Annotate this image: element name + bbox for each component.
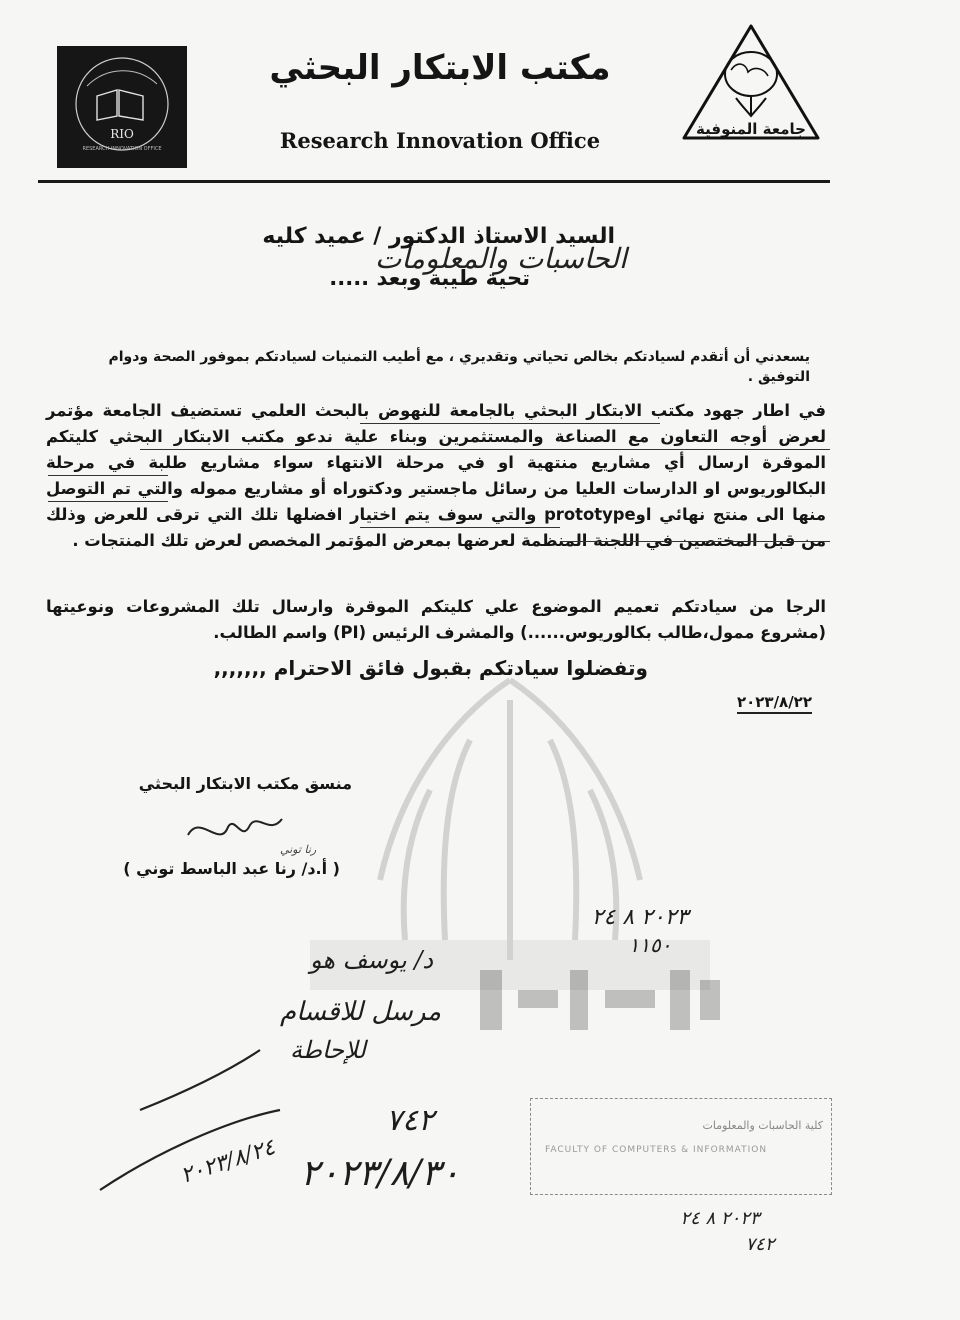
handwritten-initials-date: ٢٠٢٣/٨/٢٤ (177, 1134, 279, 1189)
stamp-faculty-english: FACULTY OF COMPUTERS & INFORMATION (545, 1145, 768, 1155)
closing-line: وتفضلوا سيادتكم بقبول فائق الاحترام ,,,,,,, (213, 656, 648, 680)
svg-text:رنا توني: رنا توني (280, 843, 317, 856)
seal-text: جامعة المنوفية (696, 120, 806, 138)
handwritten-note-line: د/ يوسف هو (310, 946, 434, 974)
handwritten-date: ٢٠٢٣ ٨ ٢٤ (591, 905, 689, 930)
greeting: تحية طيبة وبعد ..... (329, 266, 530, 290)
pen-underline (140, 449, 830, 450)
svg-text:٧٤٢: ٧٤٢ (745, 1234, 775, 1255)
pen-underline (560, 541, 830, 542)
handwritten-reg-number: ٧٤٢ (385, 1103, 435, 1138)
handwritten-note-line: مرسل للاقسام (280, 997, 442, 1027)
letter-date: ٢٠٢٣/٨/٢٢ (737, 693, 812, 714)
handwritten-number: ١١٥٠ (628, 933, 672, 957)
addressee-line: السيد الاستاذ الدكتور / عميد كليه (262, 224, 615, 249)
pen-underline (360, 423, 660, 424)
office-title-english: Research Innovation Office (279, 128, 601, 153)
svg-text:الحاسبات والمعلومات: الحاسبات والمعلومات (375, 242, 627, 275)
incoming-stamp (530, 1098, 832, 1195)
signature-scribble (180, 805, 317, 856)
svg-text:٢٠٢٣ ٨ ٢٤: ٢٠٢٣ ٨ ٢٤ (680, 1208, 760, 1229)
signatory-title: منسق مكتب الابتكار البحثي (138, 774, 352, 793)
pen-underline (48, 475, 168, 476)
body-paragraph-1: في اطار جهود مكتب الابتكار البحثي بالجامعة للنهوض بالبحث العلمي تستضيف الجامعة مؤتمر لعرض أوجه التعاون مع الصناعة والمستثمرين وبناء علية ندعو مكتب الابتكار البحثي كليتكم الموقرة ارسال أي مشاريع منتهية او في مرحلة الانتهاء سواء مشاريع طلبة في مرحلة البكالوريوس او الدارسات العليا من رسائل ماجستير ودكتوراه أو مشاريع مموله والتي تم التوصل منها الى منتج نهائي اوprototype والتي سوف يتم اختيار افضلها تلك التي ترقى للعرض وذلك من قبل المختصين في اللجنة المنظمة لعرضها بمعرض المؤتمر المخصص لعرض تلك المنتجات . (46, 401, 826, 550)
body-paragraph-2: الرجا من سيادتكم تعميم الموضوع علي كليتكم الموقرة وارسال تلك المشروعات ونوعيتها (مشروع ممول،طالب بكالوريوس......) والمشرف الرئيس (PI) واسم الطالب. (46, 597, 826, 642)
office-title-arabic: مكتب الابتكار البحثي (269, 48, 611, 88)
rio-logo (57, 46, 187, 168)
intro-line: يسعدني أن أتقدم لسيادتكم بخالص تحياتي وتقديري ، مع أطيب التمنيات لسيادتكم بموفور الصحة ودوام التوفيق . (108, 349, 810, 385)
handwritten-reg-date: ٢٠٢٣/٨/٣٠ (300, 1153, 460, 1194)
signatory-name: ( أ.د/ رنا عبد الباسط توني ) (123, 859, 340, 878)
logo-text: RIO (110, 127, 134, 141)
svg-text:RESEARCH INNOVATION OFFICE: RESEARCH INNOVATION OFFICE (82, 146, 162, 152)
stamp-faculty-arabic: كلية الحاسبات والمعلومات (702, 1119, 823, 1132)
pen-underline (48, 501, 168, 502)
handwritten-note-line: للإحاطة (290, 1036, 366, 1064)
stamp-handwriting (640, 1200, 800, 1260)
university-seal (676, 20, 826, 150)
pen-underline (360, 527, 560, 528)
header-divider (38, 180, 830, 183)
